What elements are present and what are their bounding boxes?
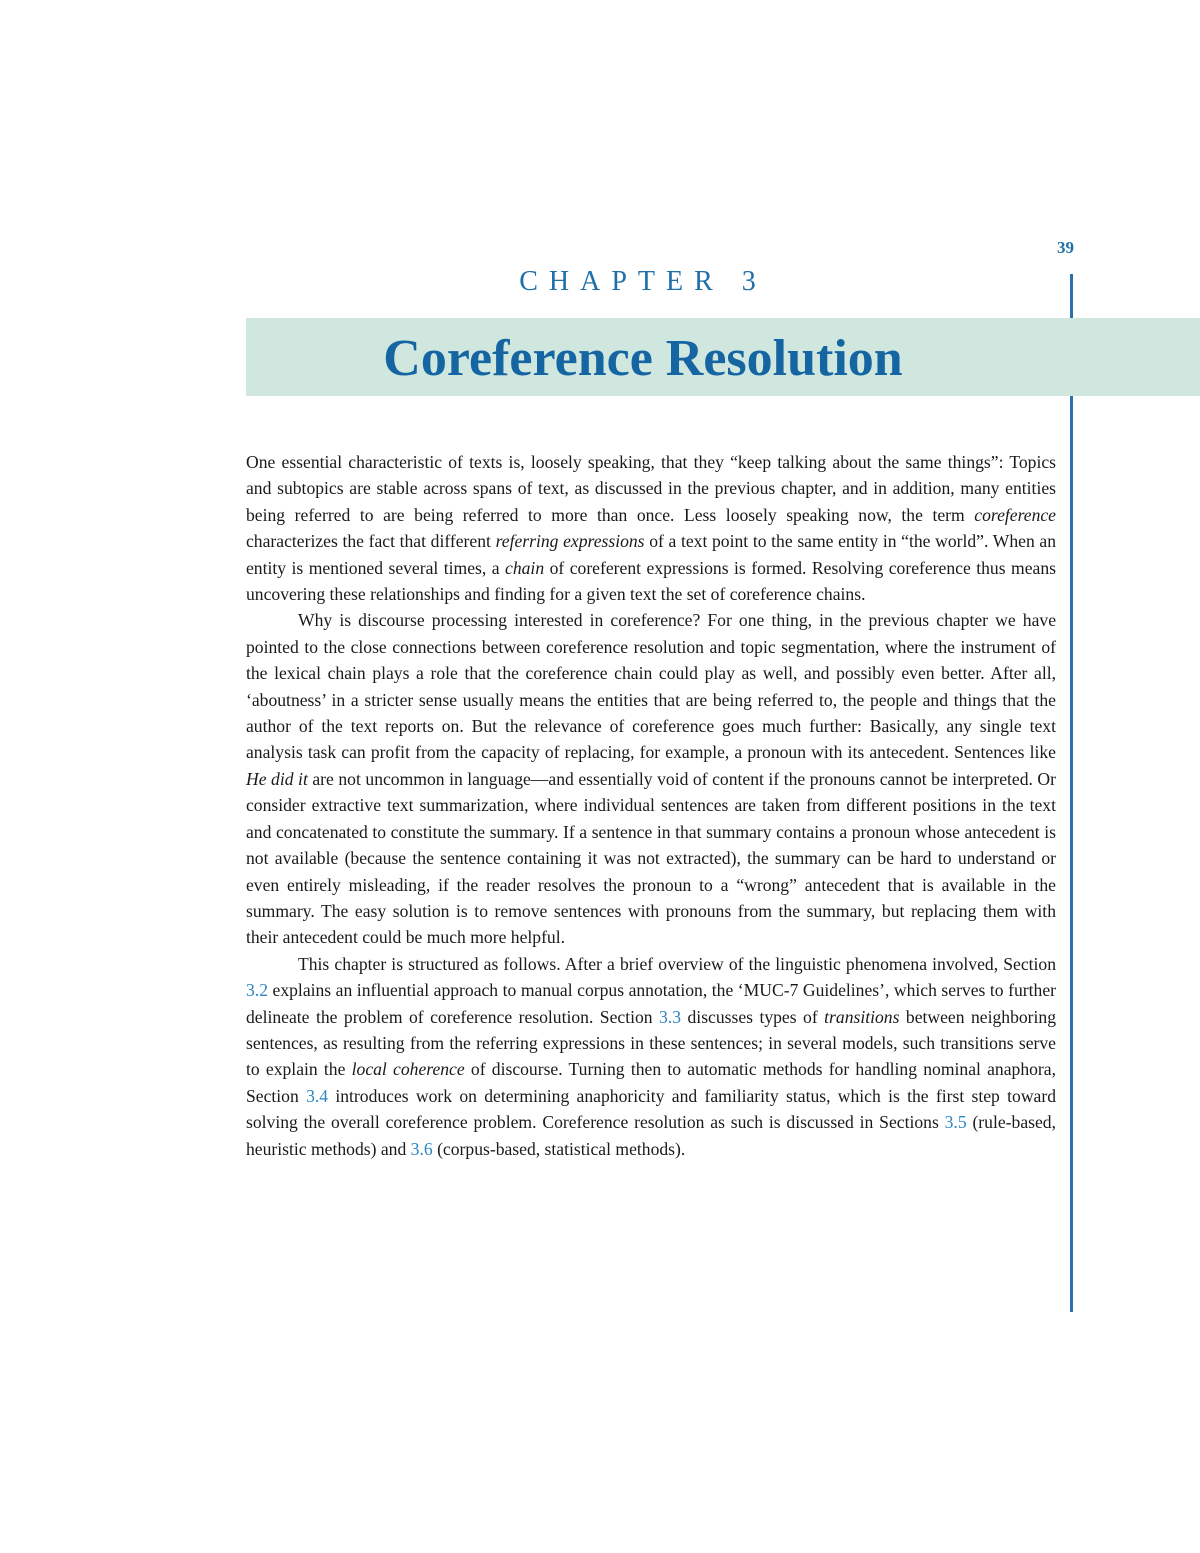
paragraph-structure [246, 951, 1056, 1162]
text-run: of a text point to the same entity in “the world”. When an entity is mentioned several times, a [246, 531, 1056, 578]
section-link-3-4[interactable]: 3.4 [306, 1085, 329, 1106]
term-transitions: transitions [824, 1006, 900, 1027]
margin-rule-bottom [1070, 396, 1073, 1312]
margin-rule-top [1070, 274, 1073, 318]
section-link-3-3[interactable]: 3.3 [659, 1006, 682, 1027]
text-run: characterizes the fact that different [246, 531, 496, 552]
section-link-3-6[interactable]: 3.6 [410, 1138, 433, 1159]
text-run: of discourse. Turning then to automatic methods for handling nominal anaphora, Section [246, 1059, 1056, 1106]
paragraph-intro [246, 449, 1056, 607]
text-run: introduces work on determining anaphoricity and familiarity status, which is the first step toward solving the overall coreference problem. Coreference resolution as such is discussed in Sections [246, 1085, 1056, 1133]
section-link-3-2[interactable]: 3.2 [246, 980, 268, 1001]
term-referring-expressions: referring expressions [495, 531, 645, 552]
chapter-label: CHAPTER 3 [519, 266, 767, 297]
text-run: Why is discourse processing interested in coreference? For one thing, in the previous chapter we have pointed to the close connections between coreference resolution and topic segmentation, where the instrument of the lexical chain plays a role that the coreference chain could play as well, and possibly even better. After all, ‘aboutness’ in a stricter sense usually means the entities that are being referred to, the people and things that the author of the text reports on. But the relevance of coreference goes much further: Basically, any single text analysis task can profit from the capacity of replacing, for example, a pronoun with its antecedent. Sentences like [246, 610, 1056, 763]
text-run: One essential characteristic of texts is, loosely speaking, that they “keep talking about the same things”: Topics and subtopics are stable across spans of text, as discussed in the previous chapter, and in addition, many entities being referred to are being referred to more than once. Less loosely speaking now, the term [246, 452, 1056, 525]
chapter-title: Coreference Resolution [383, 330, 903, 387]
chapter-title-band [246, 318, 1200, 396]
text-run: (corpus-based, statistical methods). [432, 1138, 686, 1159]
text-run: This chapter is structured as follows. After a brief overview of the linguistic phenomena involved, Section [298, 953, 1056, 974]
term-coreference: coreference [974, 504, 1056, 525]
text-run: discusses types of [681, 1006, 825, 1027]
term-local-coherence: local coherence [351, 1059, 465, 1080]
term-chain: chain [505, 557, 545, 578]
text-run: explains an influential approach to manual corpus annotation, the ‘MUC-7 Guidelines’, which serves to further delineate the problem of coreference resolution. Section [246, 980, 1056, 1027]
body-text [246, 449, 1056, 1162]
page-number: 39 [1057, 238, 1074, 257]
text-run: between neighboring sentences, as resulting from the referring expressions in these sentences; in several models, such transitions serve to explain the [246, 1006, 1057, 1080]
text-run: are not uncommon in language—and essentially void of content if the pronouns cannot be interpreted. Or consider extractive text summarization, where individual sentences are taken from different positions in the text and concatenated to constitute the summary. If a sentence in that summary contains a pronoun whose antecedent is not available (because the sentence containing it was not extracted), the summary can be hard to understand or even entirely misleading, if the reader resolves the pronoun to a “wrong” antecedent that is available in the summary. The easy solution is to remove sentences with pronouns from the summary, but replacing them with their antecedent could be much more helpful. [246, 768, 1057, 948]
paragraph-motivation [246, 607, 1056, 950]
text-run: of coreferent expressions is formed. Resolving coreference thus means uncovering these relationships and finding for a given text the set of coreference chains. [246, 557, 1056, 605]
example-he-did-it: He did it [246, 768, 308, 789]
text-run: (rule-based, heuristic methods) and [246, 1112, 1056, 1159]
section-link-3-5[interactable]: 3.5 [944, 1112, 967, 1133]
